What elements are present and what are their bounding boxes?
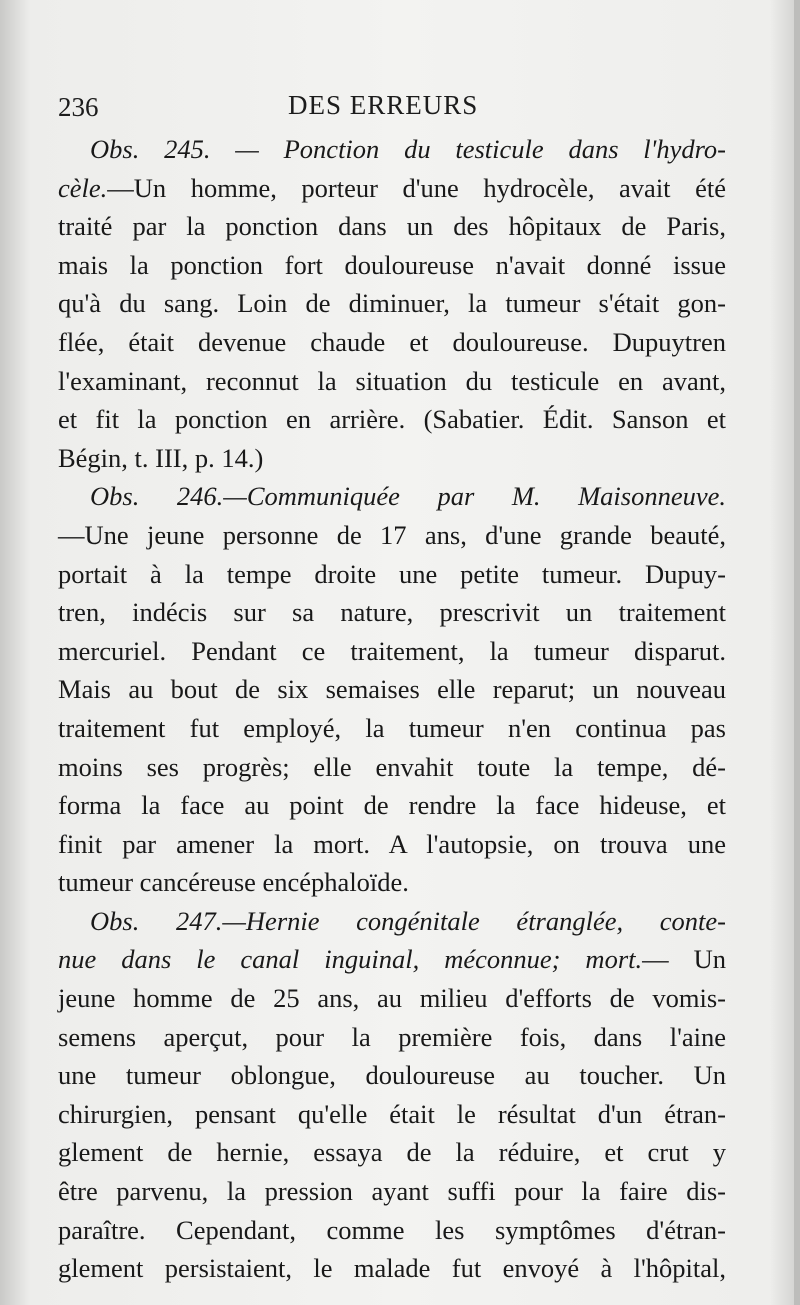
text-line xyxy=(58,1018,726,1057)
text-line xyxy=(58,979,726,1018)
text-line xyxy=(58,555,726,594)
text-segment: moins ses progrès; elle envahit toute la tempe, dé- xyxy=(58,751,726,782)
text-line xyxy=(58,1249,726,1288)
text-line xyxy=(58,902,726,941)
page-header xyxy=(58,86,738,122)
text-line xyxy=(58,632,726,671)
text-line xyxy=(58,748,726,787)
text-segment: tumeur cancéreuse encéphaloïde. xyxy=(58,867,409,898)
text-line xyxy=(58,1172,726,1211)
text-line xyxy=(58,940,726,979)
text-line xyxy=(58,863,726,902)
text-line xyxy=(58,1133,726,1172)
text-segment: portait à la tempe droite une petite tumeur. Dupuy- xyxy=(58,558,726,589)
page-number: 236 xyxy=(58,92,99,122)
text-line xyxy=(58,323,726,362)
text-segment: Bégin, t. III, p. 14.) xyxy=(58,442,264,473)
text-line xyxy=(58,169,726,208)
text-segment: Obs. 247.—Hernie congénitale étranglée, conte- xyxy=(90,905,726,936)
text-line xyxy=(58,1211,726,1250)
text-segment: — Un xyxy=(642,944,726,975)
text-segment: l'examinant, reconnut la situation du testicule en avant, xyxy=(58,365,726,396)
text-segment: jeune homme de 25 ans, au milieu d'efforts de vomis- xyxy=(58,983,726,1014)
text-line xyxy=(58,1056,726,1095)
text-segment: et fit la ponction en arrière. (Sabatier. Édit. Sanson et xyxy=(58,404,726,435)
text-segment: traitement fut employé, la tumeur n'en continua pas xyxy=(58,712,726,743)
text-segment: —Une jeune personne de 17 ans, d'une grande beauté, xyxy=(58,519,726,550)
text-line xyxy=(58,284,726,323)
text-line xyxy=(58,207,726,246)
text-segment: paraître. Cependant, comme les symptômes d'étran- xyxy=(58,1214,726,1245)
text-line xyxy=(58,786,726,825)
text-segment: semens aperçut, pour la première fois, dans l'aine xyxy=(58,1021,726,1052)
text-line xyxy=(58,477,726,516)
text-line xyxy=(58,362,726,401)
text-line xyxy=(58,516,726,555)
text-segment: Obs. 246.—Communiquée par M. Maisonneuve. xyxy=(90,481,726,512)
text-line xyxy=(58,130,726,169)
text-line xyxy=(58,709,726,748)
text-segment: —Un homme, porteur d'une hydrocèle, avait été xyxy=(107,172,726,203)
text-line xyxy=(58,246,726,285)
text-segment: flée, était devenue chaude et douloureuse. Dupuytren xyxy=(58,326,726,357)
text-segment: être parvenu, la pression ayant suffi pour la faire dis- xyxy=(58,1176,726,1207)
text-line xyxy=(58,439,726,478)
text-segment: glement de hernie, essaya de la réduire, et crut y xyxy=(58,1137,726,1168)
text-segment: chirurgien, pensant qu'elle était le résultat d'un étran- xyxy=(58,1098,726,1129)
text-line xyxy=(58,825,726,864)
text-segment: Obs. 245. — Ponction du testicule dans l'hydro- xyxy=(90,134,726,164)
text-segment: Mais au bout de six semaises elle reparut; un nouveau xyxy=(58,674,726,705)
body-text xyxy=(58,130,726,1288)
text-line xyxy=(58,593,726,632)
text-segment: une tumeur oblongue, douloureuse au toucher. Un xyxy=(58,1060,726,1091)
text-line xyxy=(58,1095,726,1134)
text-segment: glement persistaient, le malade fut envoyé à l'hôpital, xyxy=(58,1253,726,1284)
text-segment: finit par amener la mort. A l'autopsie, on trouva une xyxy=(58,828,726,859)
text-segment: cèle. xyxy=(58,172,108,203)
text-segment: traité par la ponction dans un des hôpitaux de Paris, xyxy=(58,211,726,242)
running-title: DES ERREURS xyxy=(288,90,479,120)
text-line xyxy=(58,670,726,709)
text-segment: nue dans le canal inguinal, méconnue; mort. xyxy=(58,944,643,975)
text-segment: tren, indécis sur sa nature, prescrivit un traitement xyxy=(58,597,726,628)
text-segment: qu'à du sang. Loin de diminuer, la tumeur s'était gon- xyxy=(58,288,726,319)
text-segment: mais la ponction fort douloureuse n'avait donné issue xyxy=(58,249,726,280)
text-segment: mercuriel. Pendant ce traitement, la tumeur disparut. xyxy=(58,635,726,666)
text-line xyxy=(58,400,726,439)
text-segment: forma la face au point de rendre la face hideuse, et xyxy=(58,790,726,821)
